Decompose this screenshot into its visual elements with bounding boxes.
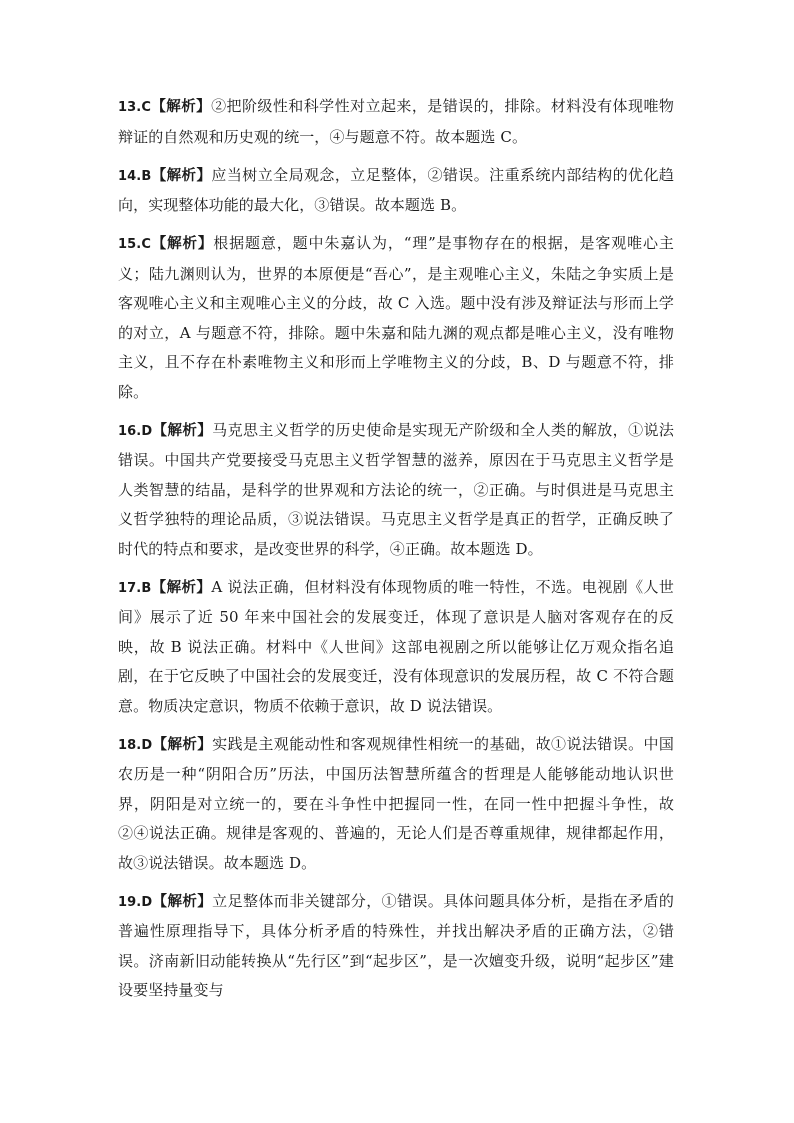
answer-letter: B — [141, 580, 152, 596]
question-number: 18. — [118, 737, 142, 753]
analysis-tag: 【解析】 — [150, 99, 212, 115]
answer-letter: B — [141, 168, 152, 184]
question-number: 13. — [118, 100, 142, 115]
analysis-text: 根据题意，题中朱嘉认为，“理”是事物存在的根据，是客观唯心主义；陆九渊则认为，世界的本原便是“吾心”，是主观唯心主义，朱陆之争实质上是客观唯心主义和主观唯心主义的分歧，故 C 入选。题中没有涉及辩证法与形而上学的对立，A 与题意不符，排除。题中朱嘉和陆九渊的观点都是唯心主义，没有唯物主义，且不存在朴素唯物主义和形而上学唯物主义的分歧，B、D 与题意不符，排除。 — [118, 234, 674, 401]
question-15 — [118, 229, 674, 407]
question-13 — [118, 92, 674, 152]
analysis-tag: 【解析】 — [150, 236, 214, 252]
analysis-text: 应当树立全局观念，立足整体，②错误。注重系统内部结构的优化趋向，实现整体功能的最大化，③错误。故本题选 B。 — [118, 165, 674, 214]
question-14 — [118, 161, 674, 221]
analysis-tag: 【解析】 — [151, 579, 212, 596]
answer-letter: D — [141, 894, 153, 910]
question-number: 14. — [118, 168, 142, 184]
answer-letter: C — [141, 100, 151, 115]
question-number: 19. — [118, 894, 142, 910]
analysis-tag: 【解析】 — [151, 167, 212, 184]
analysis-text: A 说法正确，但材料没有体现物质的唯一特性，不选。电视剧《人世间》展示了近 50 年来中国社会的发展变迁，体现了意识是人脑对客观存在的反映，故 B 说法正确。材料中《人世间》这部电视剧之所以能够让亿万观众指名追剧，在于它反映了中国社会的发展变迁，没有体现意识的发展历程，故 C 不符合题意。物质决定意识，物质不依赖于意识，故 D 说法错误。 — [118, 577, 674, 715]
analysis-text: 实践是主观能动性和客观规律性相统一的基础，故①说法错误。中国农历是一种“阴阳合历”历法，中国历法智慧所蕴含的哲理是人能够能动地认识世界，阴阳是对立统一的，要在斗争性中把握同一性，在同一性中把握斗争性，故②④说法正确。规律是客观的、普遍的，无论人们是否尊重规律，规律都起作用，故③说法错误。故本题选 D。 — [118, 734, 674, 872]
answer-letter: D — [141, 423, 153, 439]
answer-explanations — [118, 92, 674, 1014]
question-19 — [118, 887, 674, 1006]
analysis-tag: 【解析】 — [152, 736, 213, 753]
question-16 — [118, 416, 674, 565]
analysis-text: ②把阶级性和科学性对立起来，是错误的，排除。材料没有体现唯物辩证的自然观和历史观的统一，④与题意不符。故本题选 C。 — [118, 97, 674, 146]
analysis-tag: 【解析】 — [152, 893, 213, 910]
analysis-tag: 【解析】 — [152, 422, 213, 439]
analysis-text: 马克思主义哲学的历史使命是实现无产阶级和全人类的解放，①说法错误。中国共产党要接受马克思主义哲学智慧的滋养，原因在于马克思主义哲学是人类智慧的结晶，是科学的世界观和方法论的统一，②正确。与时俱进是马克思主义哲学独特的理论品质，③说法错误。马克思主义哲学是真正的哲学，正确反映了时代的特点和要求，是改变世界的科学，④正确。故本题选 D。 — [118, 420, 674, 558]
analysis-text: 立足整体而非关键部分，①错误。具体问题具体分析，是指在矛盾的普遍性原理指导下，具体分析矛盾的特殊性，并找出解决矛盾的正确方法，②错误。济南新旧动能转换从“先行区”到“起步区”，是一次嬗变升级，说明“起步区”建设要坚持量变与 — [118, 891, 674, 999]
answer-letter: D — [141, 737, 153, 753]
question-17 — [118, 573, 674, 722]
question-number: 15. — [118, 237, 142, 252]
answer-letter: C — [141, 237, 151, 252]
question-18 — [118, 730, 674, 879]
question-number: 16. — [118, 423, 142, 439]
question-number: 17. — [118, 580, 142, 596]
